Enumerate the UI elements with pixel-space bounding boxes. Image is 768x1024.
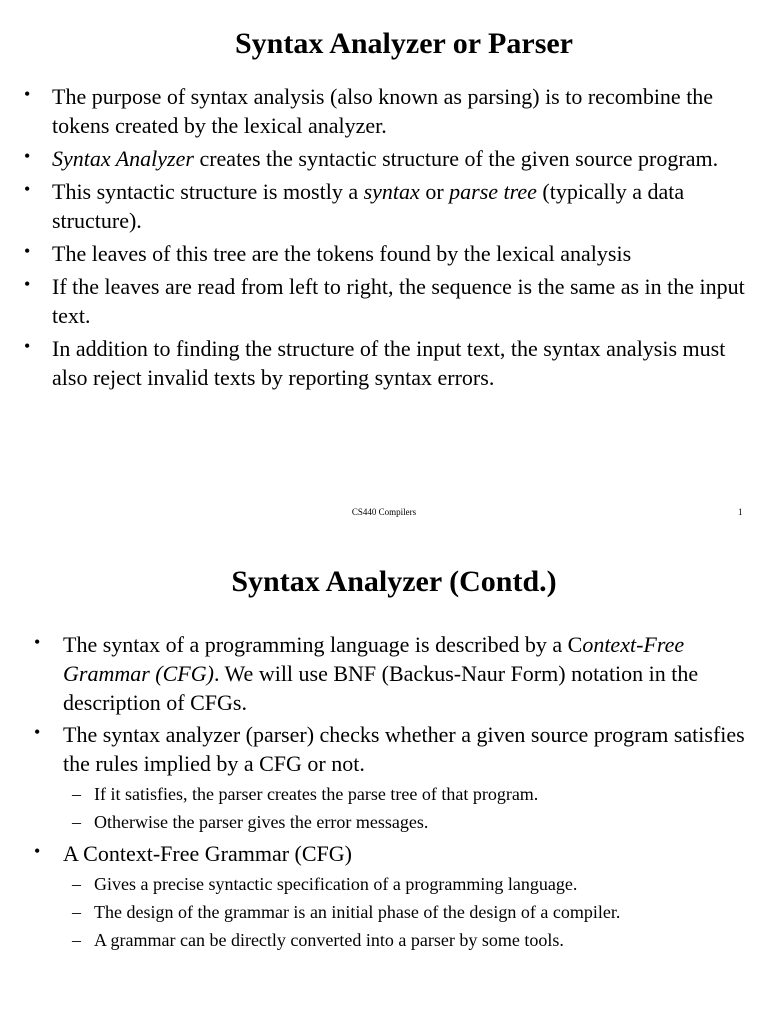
bullet-emphasis: parse tree bbox=[449, 179, 537, 204]
footer-course: CS440 Compilers bbox=[351, 507, 417, 517]
list-item bbox=[22, 272, 752, 330]
list-item bbox=[22, 177, 752, 235]
bullet-text: The purpose of syntax analysis (also known as parsing) is to recombine the tokens created by the lexical analyzer. bbox=[52, 84, 714, 138]
dash-icon: – bbox=[72, 902, 81, 922]
sub-list bbox=[63, 870, 754, 954]
dash-icon: – bbox=[72, 874, 81, 894]
sub-item-text: A grammar can be directly converted into a parser by some tools. bbox=[94, 930, 564, 950]
list-item bbox=[32, 630, 754, 717]
bullet-icon: • bbox=[34, 841, 41, 861]
bullet-icon: • bbox=[24, 146, 31, 166]
bullet-icon: • bbox=[24, 336, 31, 356]
bullet-text: In addition to finding the structure of the input text, the syntax analysis must also reject invalid texts by reporting syntax errors. bbox=[52, 336, 726, 390]
bullet-icon: • bbox=[24, 84, 31, 104]
bullet-icon: • bbox=[34, 632, 41, 652]
bullet-emphasis: ontext-Free Grammar (CFG) bbox=[63, 632, 685, 686]
slide-2-title: Syntax Analyzer (Contd.) bbox=[231, 565, 557, 598]
bullet-text: . We will use BNF (Backus-Naur Form) notation in the description of CFGs. bbox=[63, 661, 699, 715]
slide-1-title: Syntax Analyzer or Parser bbox=[234, 27, 573, 60]
sub-list-item bbox=[63, 780, 754, 808]
footer-page-number: 1 bbox=[738, 507, 743, 517]
sub-list-item bbox=[63, 926, 754, 954]
bullet-icon: • bbox=[24, 179, 31, 199]
sub-item-text: Gives a precise syntactic specification of a programming language. bbox=[94, 874, 578, 894]
sub-item-text: The design of the grammar is an initial phase of the design of a compiler. bbox=[94, 902, 621, 922]
sub-list bbox=[63, 780, 754, 836]
slide-1-bullet-list bbox=[22, 82, 752, 396]
dash-icon: – bbox=[72, 812, 81, 832]
dash-icon: – bbox=[72, 784, 81, 804]
bullet-emphasis: Syntax Analyzer bbox=[52, 146, 194, 171]
bullet-text: or bbox=[419, 179, 450, 204]
sub-item-text: If it satisfies, the parser creates the parse tree of that program. bbox=[94, 784, 539, 804]
sub-item-text: Otherwise the parser gives the error messages. bbox=[94, 812, 429, 832]
bullet-text: A Context-Free Grammar (CFG) bbox=[63, 841, 352, 866]
bullet-icon: • bbox=[34, 722, 41, 742]
list-item bbox=[22, 144, 752, 173]
list-item bbox=[32, 839, 754, 954]
bullet-text: The leaves of this tree are the tokens found by the lexical analysis bbox=[52, 241, 632, 266]
bullet-text: The syntax analyzer (parser) checks whether a given source program satisfies the rules implied by a CFG or not. bbox=[63, 722, 745, 776]
sub-list-item bbox=[63, 808, 754, 836]
bullet-emphasis: syntax bbox=[363, 179, 420, 204]
bullet-text: This syntactic structure is mostly a bbox=[52, 179, 364, 204]
sub-list-item bbox=[63, 870, 754, 898]
bullet-icon: • bbox=[24, 274, 31, 294]
list-item bbox=[22, 82, 752, 140]
list-item bbox=[22, 239, 752, 268]
list-item bbox=[32, 720, 754, 836]
sub-list-item bbox=[63, 898, 754, 926]
bullet-icon: • bbox=[24, 241, 31, 261]
slide-2-bullet-list bbox=[32, 630, 754, 957]
bullet-text: (typically a data structure). bbox=[52, 179, 685, 233]
bullet-text: If the leaves are read from left to right, the sequence is the same as in the input text. bbox=[52, 274, 745, 328]
list-item bbox=[22, 334, 752, 392]
bullet-text: creates the syntactic structure of the given source program. bbox=[193, 146, 719, 171]
slide-2 bbox=[0, 540, 768, 1024]
dash-icon: – bbox=[72, 930, 81, 950]
bullet-text: The syntax of a programming language is described by a C bbox=[63, 632, 583, 657]
